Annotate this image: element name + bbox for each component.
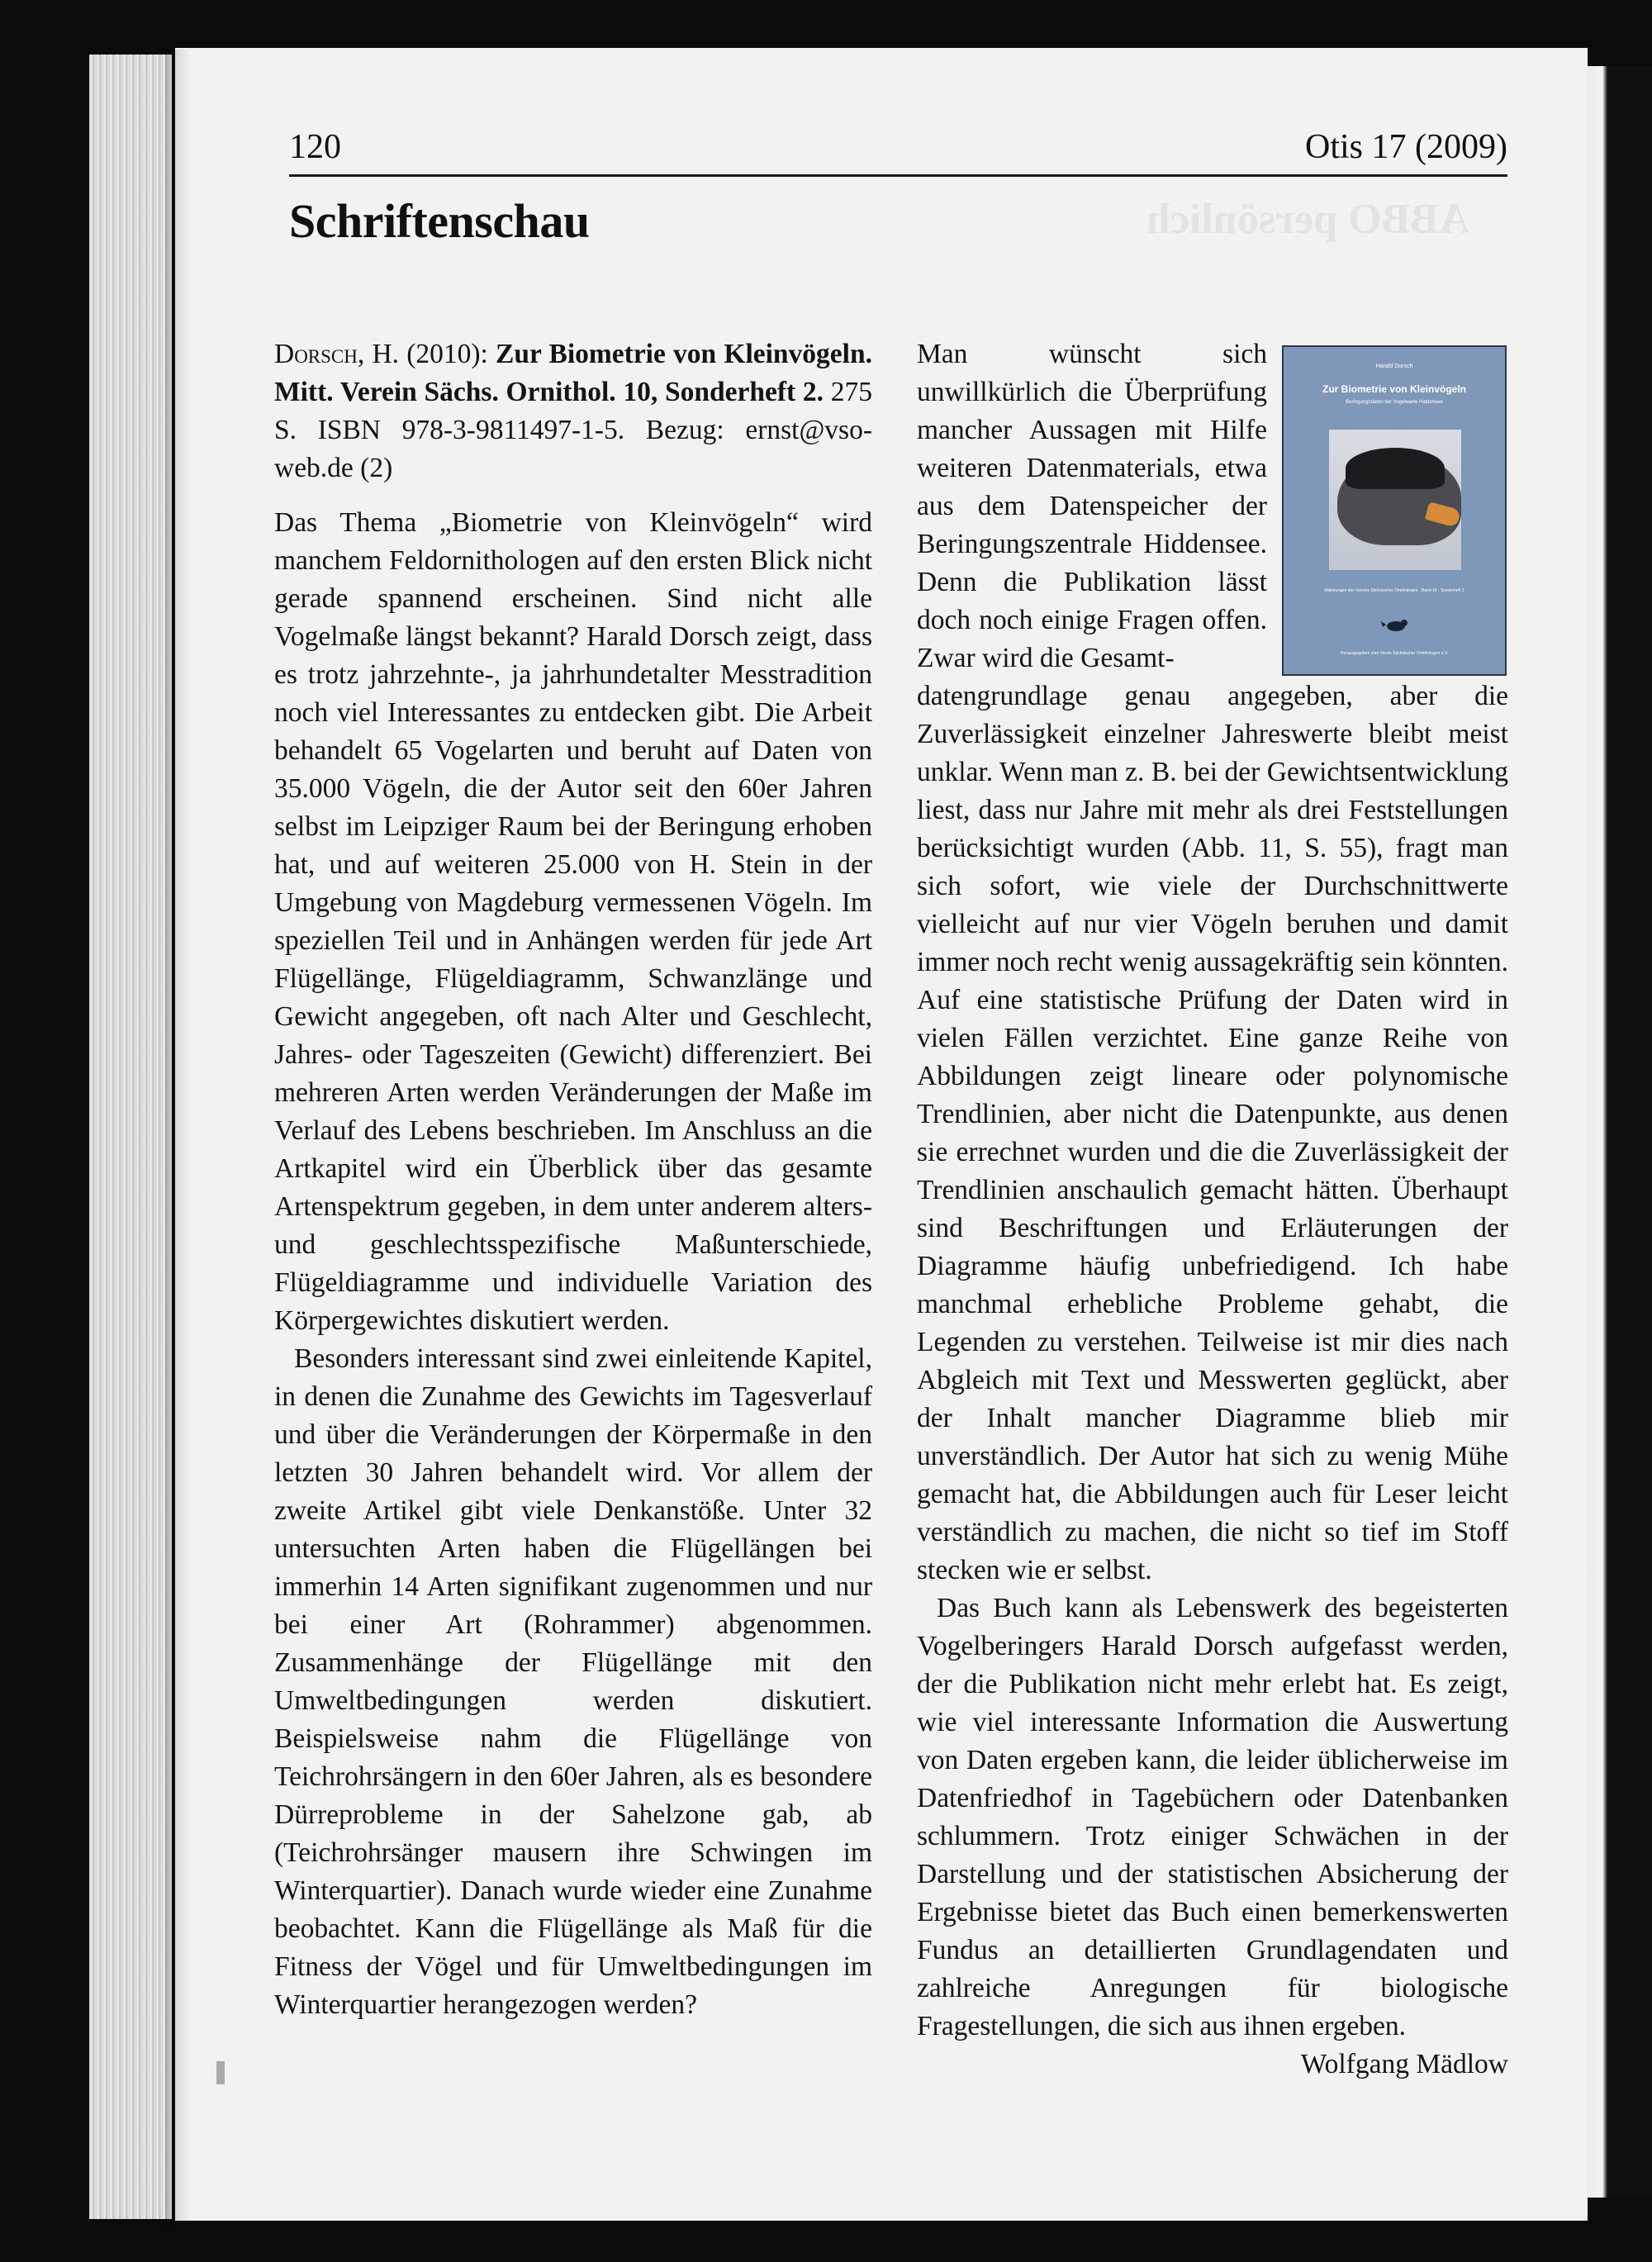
paragraph: Besonders interessant sind zwei einleitende Kapitel, in denen die Zunahme des Gewichts im Tagesverlauf und über die Veränderungen der Körpermaße in den letzten 30 Jahren behandelt wird. Vor allem der zweite Artikel gibt viele Denkanstöße. Unter 32 untersuchten Arten haben die Flügellängen bei immerhin 14 Arten signifikant zugenommen und nur bei einer Art (Rohrammer) abgenommen. Zusammenhänge der Flügellänge mit den Umweltbedingungen werden diskutiert. Beispielsweise nahm die Flügellänge von Teichrohrsängern in den 60er Jahren, als es besondere Dürreprobleme in der Sahelzone gab, ab (Teichrohrsänger mausern ihre Schwingen im Winterquartier). Danach wurde wieder eine Zunahme beobachtet. Kann die Flügellänge als Maß für die Fitness der Vögel und für Umweltbedingungen im Winterquartier herangezogen werden? bbox=[274, 1343, 872, 2020]
journal-citation: Otis 17 (2009) bbox=[1305, 128, 1507, 166]
cover-title: Zur Biometrie von Kleinvögeln bbox=[1322, 383, 1467, 395]
header-rule bbox=[289, 174, 1507, 177]
show-through-text: ABBO persönlich bbox=[1146, 196, 1470, 243]
cover-bird-photo bbox=[1329, 430, 1461, 570]
cover-publisher: Herausgegeben vom Verein Sächsischer Ornithologen e.V. bbox=[1340, 651, 1449, 656]
reference-author-rest: , H. (2010): bbox=[357, 339, 496, 369]
paragraph: datengrundlage genau angegeben, aber die Zuverlässigkeit einzelner Jahreswerte bleibt meist unklar. Wenn man z. B. bei der Gewichtsentwicklung liest, dass nur Jahre mit mehr als drei Feststellungen berücksichtigt wurden (Abb. 11, S. 55), fragt man sich sofort, wie viele der Durchschnittwerte vielleicht auf nur vier Vögeln beruhen und damit immer noch recht wenig aussagekräftig sein könnten. Auf eine statistische Prüfung der Daten wird in vielen Fällen verzichtet. Eine ganze Reihe von Abbildungen zeigt lineare oder polynomische Trendlinien, aber nicht die Datenpunkte, aus denen sie errechnet wurden und die die Zuverlässigkeit der Trendlinien anschaulich gemacht hätten. Überhaupt sind Beschriftungen und Erläuterungen der Diagramme häufig unbefriedigend. Ich habe manchmal erhebliche Probleme gehabt, die Legenden zu verstehen. Teilweise ist mir dies nach Abgleich mit Text und Messwerten geglückt, aber der Inhalt mancher Diagramme blieb mir unverständlich. Der Autor hat sich zu wenig Mühe gemacht hat, die Abbildungen auch für Leser leicht verständlich zu machen, die nicht so tief im Stoff stecken wie er selbst. bbox=[917, 681, 1508, 1585]
reviewer-signature: Wolfgang Mädlow bbox=[1300, 2049, 1508, 2079]
cover-author: Harald Dorsch bbox=[1375, 364, 1413, 369]
cover-series: Mitteilungen des Vereins Sächsischer Ornithologen · Band 10 · Sonderheft 2 bbox=[1324, 588, 1464, 593]
left-column bbox=[274, 335, 872, 2024]
gutter-shadow bbox=[165, 50, 190, 2231]
book-cover-image bbox=[1282, 345, 1507, 676]
page-number: 120 bbox=[289, 128, 341, 166]
reference-details: 275 S. ISBN 978-3-9811497-1-5. Bezug: ernst@vso-web.de (2) bbox=[274, 377, 872, 483]
paragraph: Das Buch kann als Lebenswerk des begeisterten Vogelberingers Harald Dorsch aufgefasst werden, der die Publikation nicht mehr erlebt hat. Es zeigt, wie viel interessante Information die Auswertung von Daten ergeben kann, die leider üblicherweise im Datenfriedhof in Tagebüchern oder Datenbanken schlummern. Trotz einiger Schwächen in der Darstellung und der statistischen Absicherung der Ergebnisse bietet das Buch einen bemerkenswerten Fundus an detaillierten Grundlagendaten und zahlreiche Anregungen für biologische Fragestellungen, die sich aus ihnen ergeben. bbox=[917, 1593, 1508, 2041]
bibliographic-reference bbox=[274, 335, 872, 487]
page-stack-edge bbox=[89, 55, 172, 2219]
paragraph: Man wünscht sich unwillkürlich die Überprüfung mancher Aussagen mit Hilfe weiteren Datenmaterials, etwa aus dem Datenspeicher der Beringungszentrale Hiddensee. Denn die Publikation lässt doch noch einige Fragen offen. Zwar wird die Gesamt- bbox=[917, 339, 1267, 673]
running-header bbox=[289, 127, 1507, 173]
bird-logo-icon bbox=[1381, 616, 1411, 633]
edge-mark bbox=[216, 2061, 225, 2084]
bird-cap-shape bbox=[1346, 448, 1445, 489]
reference-author: Dorsch bbox=[274, 339, 358, 369]
scan-right-edge bbox=[1586, 66, 1652, 2198]
paragraph: Das Thema „Biometrie von Kleinvögeln“ wird manchem Feldornithologen auf den ersten Blick nicht gerade spannend erscheinen. Sind nicht alle Vogelmaße längst bekannt? Harald Dorsch zeigt, dass es trotz jahrzehnte-, ja jahrhundetalter Messtradition noch viel Interessantes zu entdecken gibt. Die Arbeit behandelt 65 Vogelarten und beruht auf Daten von 35.000 Vögeln, die der Autor seit den 60er Jahren selbst im Leipziger Raum bei der Beringung erhoben hat, und auf weiteren 25.000 von H. Stein in der Umgebung von Magdeburg vermessenen Vögeln. Im speziellen Teil und in Anhängen werden für jede Art Flügellänge, Flügeldiagramm, Schwanzlänge und Gewicht angegeben, oft nach Alter und Geschlecht, Jahres- oder Tageszeiten (Gewicht) differenziert. Bei mehreren Arten werden Veränderungen der Maße im Verlauf des Lebens beschrieben. Im Anschluss an die Artkapitel wird ein Überblick über das gesamte Artenspektrum gegeben, in dem unter anderem alters- und geschlechtsspezifische Maßunterschiede, Flügeldiagramme und individuelle Variation des Körpergewichtes diskutiert werden. bbox=[274, 507, 872, 1336]
reference-title: Zur Biometrie von Kleinvögeln. Mitt. Verein Sächs. Ornithol. 10, Sonderheft 2. bbox=[274, 339, 872, 407]
cover-subtitle: Beringungsdaten der Vogelwarte Hiddensee bbox=[1346, 400, 1443, 405]
right-column bbox=[917, 677, 1508, 2084]
section-title: Schriftenschau bbox=[289, 194, 590, 248]
right-column-wrap-text bbox=[917, 335, 1267, 677]
